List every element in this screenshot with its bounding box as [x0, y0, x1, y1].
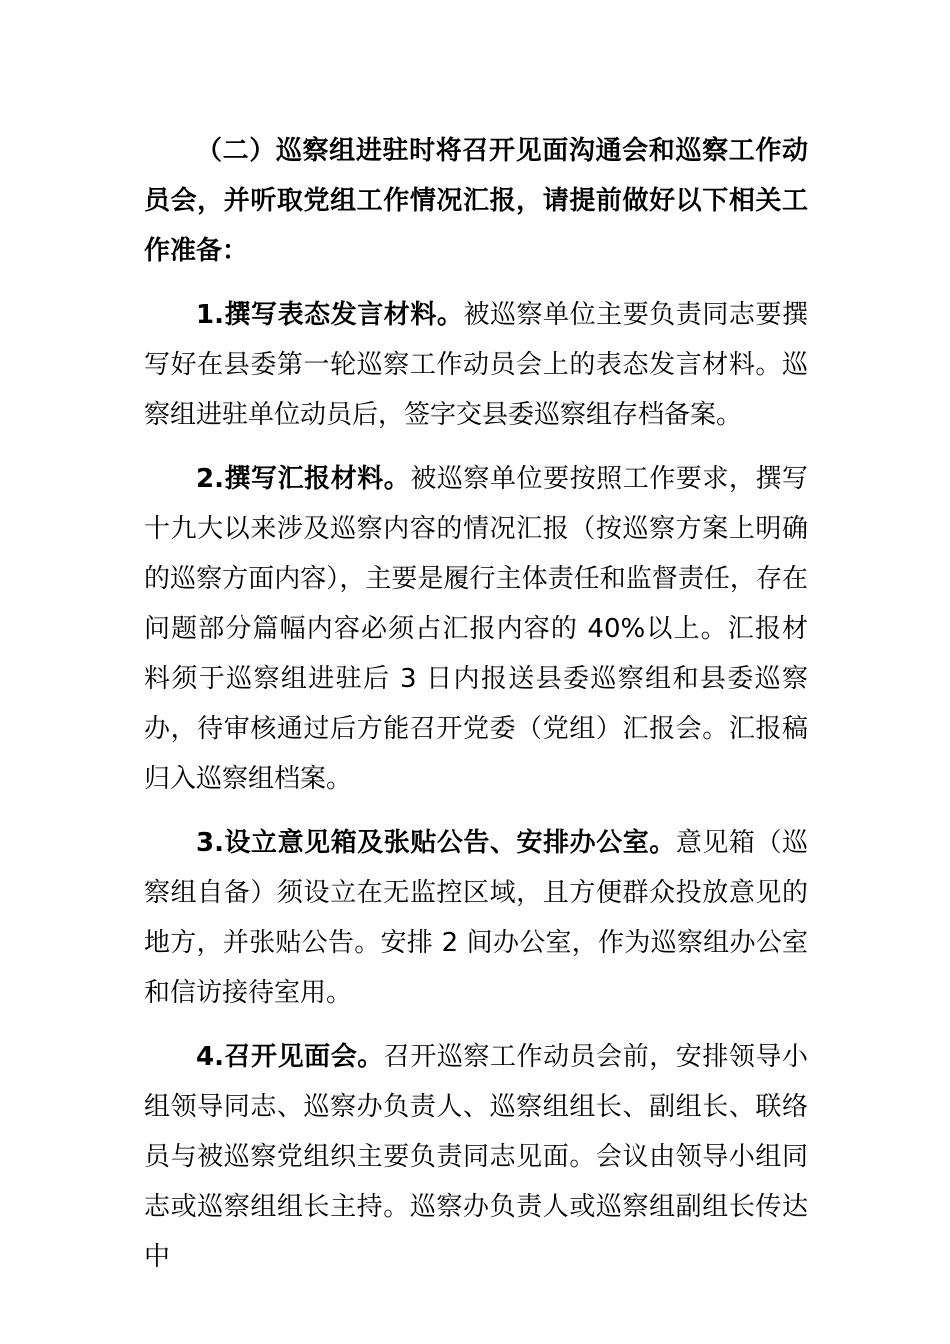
item-4-paragraph [144, 1032, 808, 1282]
item-3-body: 意见箱（巡察组自备）须设立在无监控区域，且方便群众投放意见的地方，并张贴公告。安排 2 间办公室，作为巡察组办公室和信访接待室用。 [144, 828, 808, 1008]
item-4-title: 4.召开见面会。 [196, 1042, 384, 1072]
item-2-title: 2.撰写汇报材料。 [196, 464, 411, 494]
item-1-body: 被巡察单位主要负责同志要撰写好在县委第一轮巡察工作动员会上的表态发言材料。巡察组进驻单位动员后，签字交县委巡察组存档备案。 [144, 300, 808, 430]
item-3-title: 3.设立意见箱及张贴公告、安排办公室。 [196, 828, 676, 858]
item-2-paragraph [144, 454, 808, 804]
document-body [144, 126, 808, 1296]
item-2-body: 被巡察单位要按照工作要求，撰写十九大以来涉及巡察内容的情况汇报（按巡察方案上明确的巡察方面内容），主要是履行主体责任和监督责任，存在问题部分篇幅内容必须占汇报内容的 40%以上。汇报材料须于巡察组进驻后 3 日内报送县委巡察组和县委巡察办，待审核通过后方能召开党委（党组）汇报会。汇报稿归入巡察组档案。 [144, 464, 808, 794]
item-4-body: 召开巡察工作动员会前，安排领导小组领导同志、巡察办负责人、巡察组组长、副组长、联络员与被巡察党组织主要负责同志见面。会议由领导小组同志或巡察组组长主持。巡察办负责人或巡察组副组长传达中 [144, 1042, 808, 1272]
item-1-paragraph [144, 290, 808, 440]
item-3-paragraph [144, 818, 808, 1018]
item-1-title: 1.撰写表态发言材料。 [196, 300, 464, 330]
section-heading: （二）巡察组进驻时将召开见面沟通会和巡察工作动员会，并听取党组工作情况汇报，请提前做好以下相关工作准备： [144, 136, 808, 266]
